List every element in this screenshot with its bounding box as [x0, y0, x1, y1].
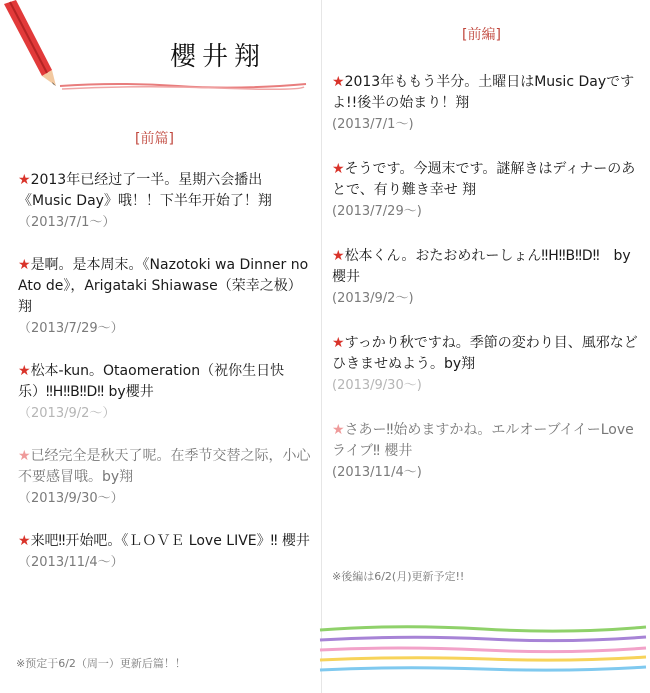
star-icon: ★: [332, 74, 345, 90]
header-left: [0, 0, 320, 110]
entry-list: [18, 170, 314, 595]
entry-text: 松本くん。おたおめれーしょん‼H‼B‼D‼ by櫻井: [332, 248, 631, 285]
entry-date: （2013/9/30～）: [18, 491, 124, 506]
pencil-icon: [0, 0, 70, 90]
list-item: [332, 246, 638, 309]
list-item: [332, 159, 638, 222]
entry-text: 松本-kun。Otaomeration（祝你生日快乐）‼H‼B‼D‼ by櫻井: [18, 363, 285, 400]
entry-text: 2013年已经过了一半。星期六会播出《Music Day》哦！！下半年开始了！翔: [18, 172, 272, 209]
entry-text: そうです。今週末です。謎解きはディナーのあとで、有り難き幸せ 翔: [332, 161, 636, 198]
star-icon: ★: [18, 172, 31, 188]
underline-decoration: [58, 78, 308, 92]
entry-text: 已经完全是秋天了呢。在季节交替之际，小心不要感冒哦。by翔: [18, 448, 311, 485]
footnote: ※後編は6/2(月)更新予定!!: [332, 570, 465, 583]
entry-date: （2013/7/29～）: [18, 321, 124, 336]
entry-date: （2013/11/4～）: [18, 555, 124, 570]
entry-date: (2013/9/30～): [332, 378, 422, 393]
entry-date: （2013/9/2～）: [18, 406, 116, 421]
right-panel-japanese: [322, 0, 650, 693]
entry-text: すっかり秋ですね。季節の変わり目、風邪などひきませぬよう。by翔: [332, 335, 638, 372]
star-icon: ★: [18, 257, 31, 273]
star-icon: ★: [18, 533, 31, 549]
star-icon: ★: [332, 422, 345, 438]
entry-list: [332, 72, 638, 507]
list-item: [18, 255, 314, 339]
list-item: [332, 420, 638, 483]
entry-date: (2013/9/2～): [332, 291, 414, 306]
section-label: [前篇]: [135, 131, 174, 147]
entry-date: (2013/7/29～): [332, 204, 422, 219]
section-label: [前編]: [462, 27, 501, 43]
footnote: ※预定于6/2（周一）更新后篇！！: [16, 657, 186, 670]
page-title: 櫻井翔: [170, 42, 267, 72]
entry-text: 来吧‼开始吧。《ＬＯＶＥ Love LIVE》‼ 櫻井: [30, 533, 310, 549]
list-item: [18, 361, 314, 424]
star-icon: ★: [18, 363, 31, 379]
entry-date: （2013/7/1～）: [18, 215, 116, 230]
left-panel-chinese: [0, 0, 320, 693]
entry-text: 是啊。是本周末。《Nazotoki wa Dinner no Ato de》，Arigataki Shiawase（荣幸之极）翔: [18, 257, 309, 315]
list-item: [18, 531, 314, 573]
star-icon: ★: [332, 161, 345, 177]
entry-date: (2013/11/4～): [332, 465, 422, 480]
entry-date: (2013/7/1～): [332, 117, 414, 132]
star-icon: ★: [18, 448, 31, 464]
list-item: [332, 72, 638, 135]
list-item: [332, 333, 638, 396]
list-item: [18, 446, 314, 509]
list-item: [18, 170, 314, 233]
star-icon: ★: [332, 335, 345, 351]
rainbow-lines-decoration: [318, 622, 648, 682]
entry-text: さあー‼始めますかね。エルオーブイイーLoveライブ‼ 櫻井: [332, 422, 634, 459]
star-icon: ★: [332, 248, 345, 264]
entry-text: 2013年ももう半分。土曜日はMusic Dayですよ!!後半の始まり！翔: [332, 74, 635, 111]
